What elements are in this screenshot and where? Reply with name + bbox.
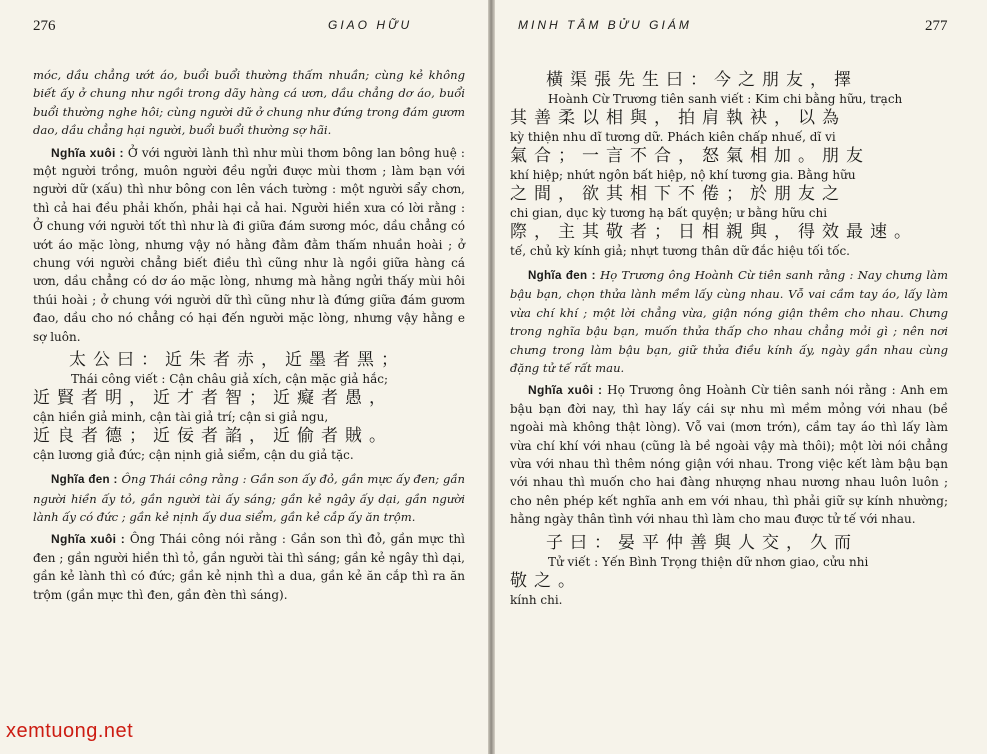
section-label: Nghĩa đen : (528, 269, 596, 282)
paragraph-text: Họ Trương ông Hoành Cừ tiên sanh nói rằng : Anh em bậu bạn đời nay, thì hay lấy cái sự nhu mì mềm mỏng với nhau (bề ngoài mà không thật lòng). Vỗ vai (mơn trớn), cầm tay áo thì lấy làm vừa chí khí với nhau (cũng là bề ngoài vậy mà thôi); một lời nói chẳng vừa với nhau thì thêm nóng giận với nhau. Trong việc kết làm bậu bạn với nhau thì muốn cho hai đàng nhượng nhau nương nhau luôn luôn ; cho nên phép kết nghĩa anh em với nhau, thì phải giữ sự kính nhường; hằng ngày thân tình với nhau thì làm cho mau được tử tế với nhau. (510, 383, 948, 527)
han-line: 其善柔以相與，拍肩執袂，以為 (510, 108, 846, 128)
reading-line: Thái công viết : Cận châu giả xích, cận mặc giả hắc; (71, 372, 389, 387)
paragraph-text: Họ Trương ông Hoành Cừ tiên sanh rằng : Nay chưng làm bậu bạn, chọn thửa lành mềm lấy cùng nhau. Vỗ vai cầm tay áo, lấy làm vừa chí khí ; một lời chẳng vừa, giận nóng giận thêm cho nhau. Chưng trong nghĩa bậu bạn, muốn thửa thấp cho nhau chẳng mỏi gì ; nên nơi chưng trong làm bậu bạn, giữ thửa điều kính ấy, ngày gần nhau cùng đặng tử tế rất mau. (510, 268, 949, 376)
running-head: MINH TÂM BỬU GIÁM (518, 18, 692, 32)
classical-text-block (510, 533, 948, 609)
reading-line: cận lương giả đức; cận nịnh giả siểm, cận du giả tặc. (33, 448, 354, 463)
han-line: 敬之。 (510, 570, 582, 591)
paragraph (510, 381, 948, 528)
han-line: 際，主其敬者；日相親與，得效最速。 (510, 222, 918, 242)
reading-line: khí hiệp; nhứt ngôn bất hiệp, nộ khí tương gia. Bằng hữu (510, 168, 856, 182)
paragraph (33, 144, 465, 346)
paragraph (510, 266, 948, 377)
right-page-content (510, 66, 948, 615)
section-label: Nghĩa xuôi : (528, 383, 603, 398)
reading-line: cận hiền giả minh, cận tài giả trí; cận si giả ngu, (33, 410, 329, 425)
running-head: GIAO HỮU (328, 18, 413, 32)
watermark-link[interactable]: xemtuong.net (6, 720, 134, 742)
left-page (0, 0, 488, 754)
section-label: Nghĩa đen : (51, 473, 118, 487)
han-line: 子曰：晏平仲善與人交，久而 (546, 532, 858, 553)
reading-line: tế, chủ kỳ kính giả; nhựt tương thân dữ đắc hiệu tối tốc. (510, 244, 850, 258)
reading-line: Hoành Cừ Trương tiên sanh viết : Kim chi bằng hữu, trạch (548, 92, 903, 106)
reading-line: kỳ thiện nhu dĩ tương dữ. Phách kiên chấp nhuế, dĩ vi (510, 130, 836, 144)
page-number: 276 (33, 18, 56, 34)
book-gutter (488, 0, 495, 754)
reading-line: Tử viết : Yến Bình Trọng thiện dữ nhơn giao, cửu nhi (548, 554, 869, 569)
paragraph-text: Ở với người lành thì như mùi thơm bông lan bông huệ : một người trồng, muôn người đều ngửi được mùi thơm ; làm bạn với người dữ (xấu) thì như bông con lên vách tường : một người sẩy chơn, thì cả hai đều phải khốn, phải hại cả hai. Người hiền xưa có lời rằng : Ở chung với người tốt thì như là đi giữa đám sương móc, dầu chẳng có ướt áo mặc lòng, nhưng vậy nó hằng đằm đằm thấm nhuần hoài ; ở chung với người chẳng biết điều thì cũng như là ngồi giữa hàng cá ươn, dầu chẳng có dơ áo mặc lòng, nhưng mà hằng ngửi thấy mùi hôi thúi hoài ; ở chung với người dữ thì cũng như là đứng giữa đám gươm đao, dầu cho nó chẳng có hại đến người mặc lòng, nhưng vậy hằng e sợ luôn. (33, 145, 465, 344)
han-line: 之間，欲其相下不倦；於朋友之 (510, 184, 846, 204)
section-label: Nghĩa xuôi : (51, 145, 124, 160)
classical-text-block (510, 70, 948, 260)
classical-text-block (33, 350, 465, 464)
han-line: 氣合；一言不合，怒氣相加。朋友 (510, 146, 870, 166)
paragraph: móc, dầu chẳng ướt áo, buổi buổi thường thấm nhuần; cùng kẻ không biết ấy ở chung như ngồi trong dãy hàng cá ươn, dầu chẳng dơ áo, buổi buổi thường nghe hôi; cùng người dữ ở chung như đứng trong đám gươm dao, dầu chẳng hại người, buổi buổi thường sợ hãi. (33, 68, 465, 138)
han-line: 近良者德；近佞者諂，近偷者賊。 (33, 426, 393, 447)
reading-line: chi gian, dục kỳ tương hạ bất quyện; ư bằng hữu chi (510, 206, 828, 220)
paragraph-text: Ông Thái công rằng : Gần son ấy đỏ, gần mực ấy đen; gần người hiền ấy tỏ, gần người tài ấy sáng; gần kẻ ngây ấy dại, gần người lành ấy có đức ; gần kẻ nịnh ấy dua siểm, gần kẻ cắp ấy ăn trộm. (33, 472, 465, 524)
left-page-content (33, 66, 465, 608)
han-line: 橫渠張先生曰：今之朋友，擇 (546, 70, 858, 90)
right-page (495, 0, 987, 754)
paragraph-text: Ông Thái công nói rằng : Gần son thì đỏ, gần mực thì đen ; gần người hiền thì tỏ, gần người tài thì sáng; gần kẻ ngây thì dại, gần kẻ lành thì có đức; gần kẻ nịnh thì a dua, gần kẻ ăn cắp thì ra ăn trộm (gần mực thì đen, gần đèn thì sáng). (33, 532, 465, 602)
han-line: 近賢者明，近才者智；近癡者愚， (33, 388, 393, 409)
section-label: Nghĩa xuôi : (51, 532, 126, 547)
page-number: 277 (925, 18, 948, 34)
paragraph (33, 470, 465, 526)
paragraph (33, 530, 465, 604)
reading-line: kính chi. (510, 592, 563, 607)
han-line: 太公曰：近朱者赤，近墨者黑； (69, 350, 405, 371)
